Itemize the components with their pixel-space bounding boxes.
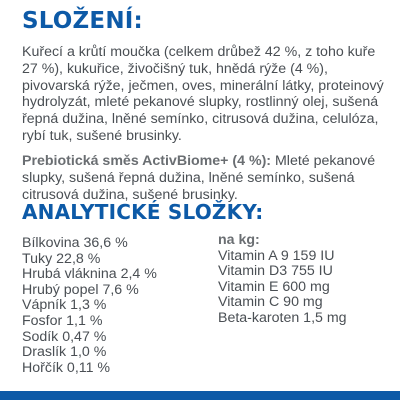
constituent-item: Draslík 1,0 % [22, 344, 107, 361]
per-kg-label: na kg: [218, 232, 260, 248]
constituent-item: Hrubý popel 7,6 % [22, 281, 139, 298]
ingredients-text: Kuřecí a krůtí moučka (celkem drůbež 42 %, z toho kuře 27 %), kukuřice, živočišný tuk, hnědá rýže (4 %), pivovarská rýže, ječmen, oves, minerální látky, proteinový hydrolyzát, mleté pekanové slupky, rostlinný olej, sušená řepná dužina, lněné semínko, citrusová dužina, celulóza, rybí tuk, sušené brusinky. [22, 44, 384, 144]
constituent-item: Vápník 1,3 % [22, 297, 107, 314]
constituent-item: Hořčík 0,11 % [22, 359, 111, 376]
prebiotic-text: Mleté pekanové slupky, sušená řepná dužina, lněné semínko, sušená citrusová dužina, sušené brusinky. [22, 153, 376, 203]
vitamin-item: Beta-karoten 1,5 mg [218, 309, 347, 326]
constituent-item: Hrubá vláknina 2,4 % [22, 266, 157, 283]
vitamins-list [218, 233, 347, 327]
vitamin-item: Vitamin A 9 159 IU [218, 247, 335, 264]
analytical-heading: ANALYTICKÉ SLOŽKY: [22, 200, 264, 224]
analytical-constituents-list [22, 236, 157, 376]
vitamin-item: Vitamin E 600 mg [218, 278, 330, 295]
constituent-item: Tuky 22,8 % [22, 250, 101, 267]
vitamin-item: Vitamin C 90 mg [218, 294, 323, 311]
composition-heading: SLOŽENÍ: [22, 8, 143, 34]
constituent-item: Bílkovina 36,6 % [22, 235, 128, 251]
vitamin-item: Vitamin D3 755 IU [218, 263, 333, 280]
bottom-bar [0, 391, 400, 400]
constituent-item: Sodík 0,47 % [22, 328, 107, 345]
constituent-item: Fosfor 1,1 % [22, 312, 103, 329]
prebiotic-paragraph [22, 153, 387, 203]
prebiotic-label: Prebiotická směs ActivBiome+ (4 %): [22, 153, 272, 169]
